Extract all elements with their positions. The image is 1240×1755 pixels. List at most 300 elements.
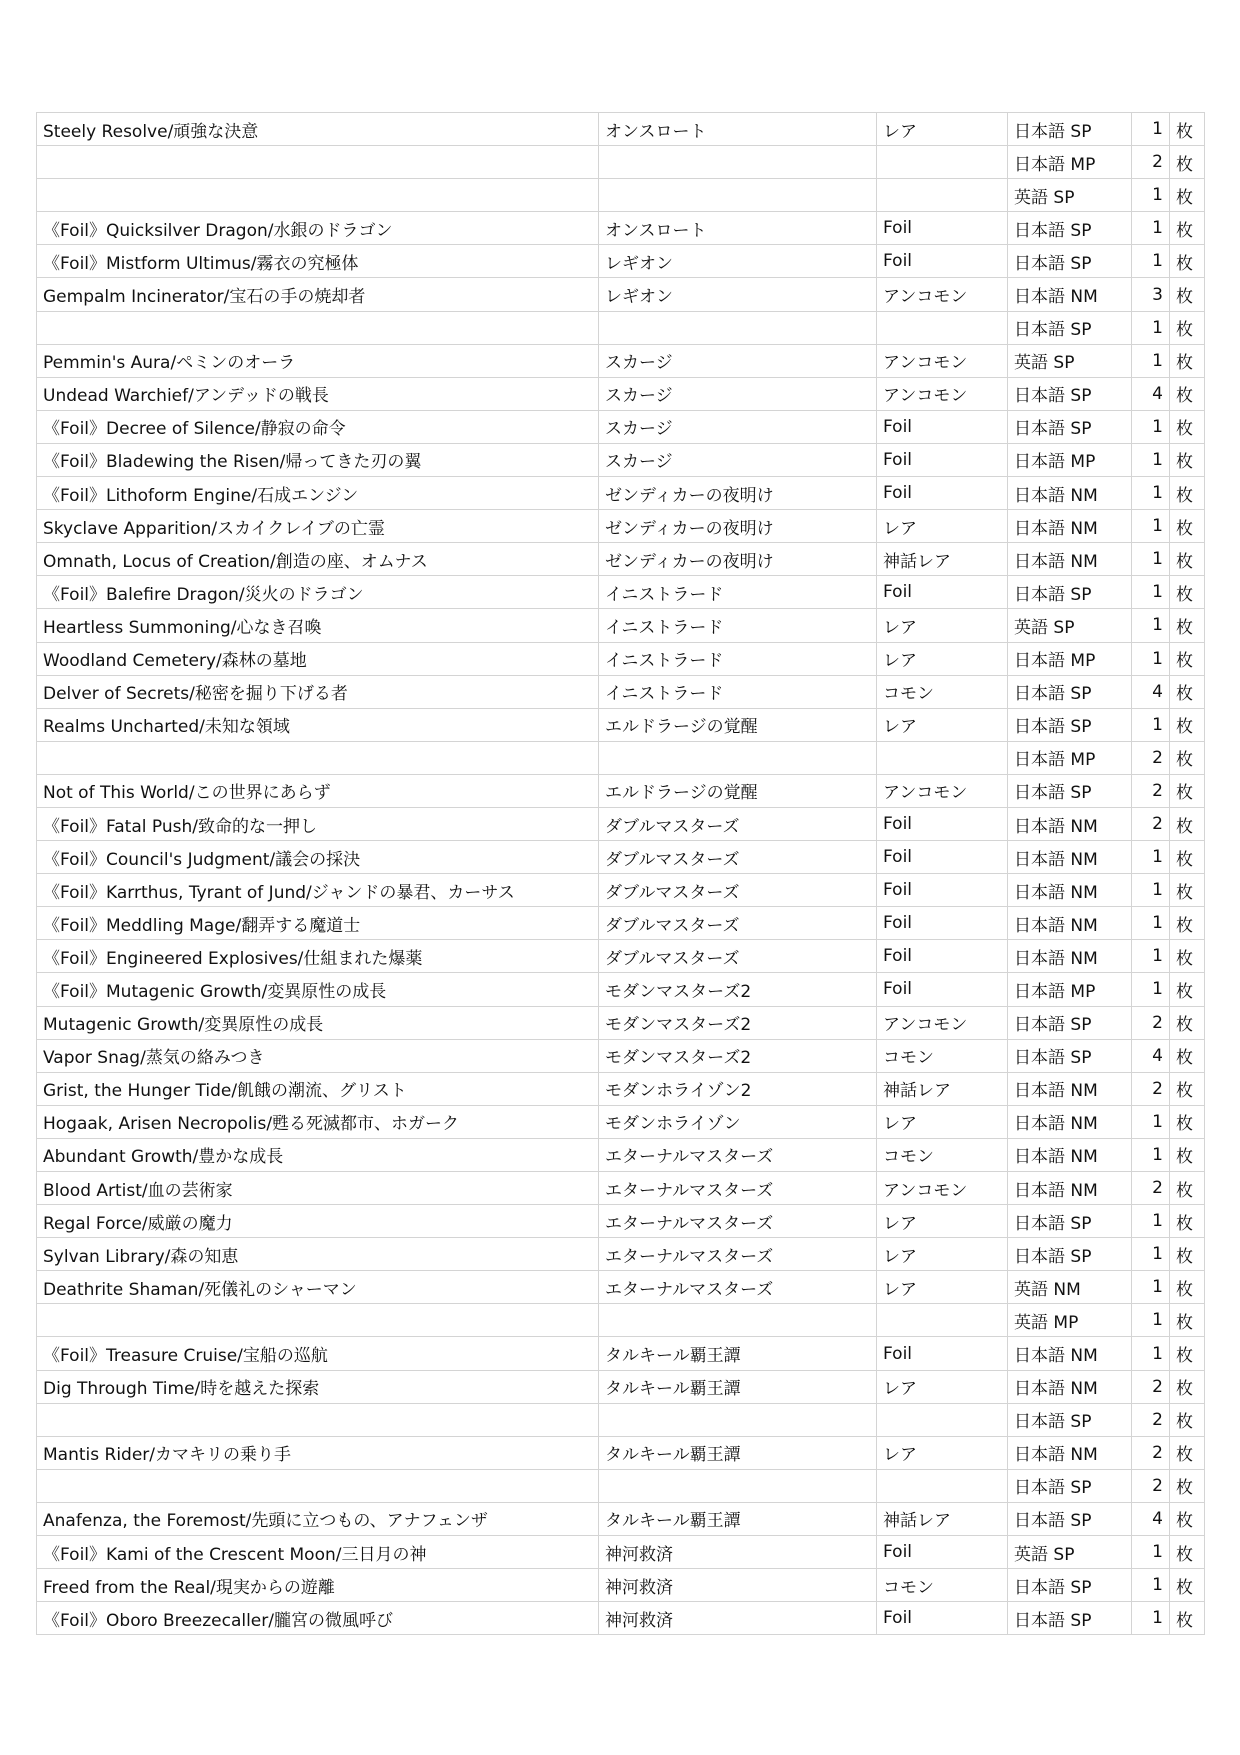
table-row bbox=[37, 907, 1205, 940]
table-row bbox=[37, 1172, 1205, 1205]
quantity-cell: 1 bbox=[1132, 708, 1170, 741]
condition-cell: 英語 MP bbox=[1008, 1304, 1132, 1337]
quantity-cell: 1 bbox=[1132, 940, 1170, 973]
quantity-cell: 1 bbox=[1132, 1205, 1170, 1238]
unit-cell: 枚 bbox=[1170, 1205, 1205, 1238]
quantity-cell: 1 bbox=[1132, 245, 1170, 278]
rarity-cell bbox=[877, 1469, 1008, 1502]
quantity-cell: 2 bbox=[1132, 774, 1170, 807]
condition-cell: 日本語 SP bbox=[1008, 377, 1132, 410]
card-name-cell: 《Foil》Mutagenic Growth/変異原性の成長 bbox=[37, 973, 599, 1006]
quantity-cell: 4 bbox=[1132, 377, 1170, 410]
rarity-cell: アンコモン bbox=[877, 377, 1008, 410]
condition-cell: 日本語 SP bbox=[1008, 245, 1132, 278]
quantity-cell: 1 bbox=[1132, 973, 1170, 1006]
rarity-cell: Foil bbox=[877, 973, 1008, 1006]
unit-cell: 枚 bbox=[1170, 377, 1205, 410]
unit-cell: 枚 bbox=[1170, 1271, 1205, 1304]
rarity-cell: レア bbox=[877, 1436, 1008, 1469]
card-name-cell: 《Foil》Engineered Explosives/仕組まれた爆薬 bbox=[37, 940, 599, 973]
table-row bbox=[37, 146, 1205, 179]
quantity-cell: 1 bbox=[1132, 1105, 1170, 1138]
unit-cell: 枚 bbox=[1170, 1370, 1205, 1403]
card-name-cell: 《Foil》Council's Judgment/議会の採決 bbox=[37, 841, 599, 874]
set-cell: エルドラージの覚醒 bbox=[599, 708, 877, 741]
rarity-cell: コモン bbox=[877, 1569, 1008, 1602]
quantity-cell: 2 bbox=[1132, 1436, 1170, 1469]
table-row bbox=[37, 1536, 1205, 1569]
table-row bbox=[37, 973, 1205, 1006]
card-name-cell bbox=[37, 1403, 599, 1436]
quantity-cell: 4 bbox=[1132, 1502, 1170, 1535]
condition-cell: 日本語 SP bbox=[1008, 774, 1132, 807]
table-row bbox=[37, 741, 1205, 774]
card-name-cell: 《Foil》Lithoform Engine/石成エンジン bbox=[37, 477, 599, 510]
table-row bbox=[37, 1304, 1205, 1337]
card-name-cell: Sylvan Library/森の知恵 bbox=[37, 1238, 599, 1271]
rarity-cell: Foil bbox=[877, 907, 1008, 940]
set-cell: タルキール覇王譚 bbox=[599, 1370, 877, 1403]
set-cell: スカージ bbox=[599, 410, 877, 443]
set-cell: ゼンディカーの夜明け bbox=[599, 510, 877, 543]
set-cell: ダブルマスターズ bbox=[599, 874, 877, 907]
rarity-cell: アンコモン bbox=[877, 1006, 1008, 1039]
set-cell: タルキール覇王譚 bbox=[599, 1436, 877, 1469]
set-cell: ゼンディカーの夜明け bbox=[599, 543, 877, 576]
table-row bbox=[37, 510, 1205, 543]
quantity-cell: 1 bbox=[1132, 642, 1170, 675]
card-name-cell: Pemmin's Aura/ペミンのオーラ bbox=[37, 344, 599, 377]
card-name-cell: 《Foil》Oboro Breezecaller/朧宮の微風呼び bbox=[37, 1602, 599, 1635]
rarity-cell: レア bbox=[877, 708, 1008, 741]
rarity-cell: Foil bbox=[877, 443, 1008, 476]
quantity-cell: 1 bbox=[1132, 179, 1170, 212]
table-row bbox=[37, 1039, 1205, 1072]
table-row bbox=[37, 1105, 1205, 1138]
card-name-cell: Anafenza, the Foremost/先頭に立つもの、アナフェンザ bbox=[37, 1502, 599, 1535]
card-name-cell: Gempalm Incinerator/宝石の手の焼却者 bbox=[37, 278, 599, 311]
rarity-cell: 神話レア bbox=[877, 1072, 1008, 1105]
unit-cell: 枚 bbox=[1170, 278, 1205, 311]
rarity-cell: レア bbox=[877, 1370, 1008, 1403]
table-row bbox=[37, 1502, 1205, 1535]
card-name-cell: Freed from the Real/現実からの遊離 bbox=[37, 1569, 599, 1602]
table-row bbox=[37, 1072, 1205, 1105]
unit-cell: 枚 bbox=[1170, 874, 1205, 907]
card-name-cell bbox=[37, 146, 599, 179]
unit-cell: 枚 bbox=[1170, 1006, 1205, 1039]
condition-cell: 日本語 NM bbox=[1008, 543, 1132, 576]
set-cell bbox=[599, 1403, 877, 1436]
condition-cell: 日本語 SP bbox=[1008, 1238, 1132, 1271]
set-cell: ダブルマスターズ bbox=[599, 940, 877, 973]
quantity-cell: 2 bbox=[1132, 1072, 1170, 1105]
unit-cell: 枚 bbox=[1170, 1304, 1205, 1337]
rarity-cell: アンコモン bbox=[877, 774, 1008, 807]
card-name-cell bbox=[37, 179, 599, 212]
condition-cell: 日本語 MP bbox=[1008, 642, 1132, 675]
rarity-cell bbox=[877, 1403, 1008, 1436]
condition-cell: 日本語 NM bbox=[1008, 278, 1132, 311]
table-row bbox=[37, 1602, 1205, 1635]
unit-cell: 枚 bbox=[1170, 1039, 1205, 1072]
condition-cell: 日本語 MP bbox=[1008, 146, 1132, 179]
set-cell: ダブルマスターズ bbox=[599, 907, 877, 940]
condition-cell: 日本語 SP bbox=[1008, 410, 1132, 443]
card-name-cell bbox=[37, 311, 599, 344]
set-cell: エターナルマスターズ bbox=[599, 1271, 877, 1304]
table-row bbox=[37, 1337, 1205, 1370]
rarity-cell: レア bbox=[877, 609, 1008, 642]
unit-cell: 枚 bbox=[1170, 443, 1205, 476]
quantity-cell: 1 bbox=[1132, 1536, 1170, 1569]
rarity-cell: レア bbox=[877, 1271, 1008, 1304]
card-name-cell: Blood Artist/血の芸術家 bbox=[37, 1172, 599, 1205]
rarity-cell: アンコモン bbox=[877, 344, 1008, 377]
condition-cell: 日本語 NM bbox=[1008, 907, 1132, 940]
card-name-cell: Mutagenic Growth/変異原性の成長 bbox=[37, 1006, 599, 1039]
quantity-cell: 1 bbox=[1132, 907, 1170, 940]
unit-cell: 枚 bbox=[1170, 410, 1205, 443]
set-cell: エターナルマスターズ bbox=[599, 1172, 877, 1205]
quantity-cell: 1 bbox=[1132, 1138, 1170, 1171]
condition-cell: 日本語 NM bbox=[1008, 1436, 1132, 1469]
quantity-cell: 1 bbox=[1132, 1337, 1170, 1370]
condition-cell: 日本語 NM bbox=[1008, 807, 1132, 840]
quantity-cell: 1 bbox=[1132, 543, 1170, 576]
unit-cell: 枚 bbox=[1170, 245, 1205, 278]
condition-cell: 日本語 SP bbox=[1008, 1205, 1132, 1238]
rarity-cell bbox=[877, 311, 1008, 344]
set-cell: タルキール覇王譚 bbox=[599, 1502, 877, 1535]
condition-cell: 日本語 MP bbox=[1008, 443, 1132, 476]
condition-cell: 日本語 NM bbox=[1008, 1138, 1132, 1171]
card-name-cell: 《Foil》Quicksilver Dragon/水銀のドラゴン bbox=[37, 212, 599, 245]
card-name-cell bbox=[37, 741, 599, 774]
card-name-cell: Deathrite Shaman/死儀礼のシャーマン bbox=[37, 1271, 599, 1304]
unit-cell: 枚 bbox=[1170, 344, 1205, 377]
card-name-cell: Steely Resolve/頑強な決意 bbox=[37, 113, 599, 146]
unit-cell: 枚 bbox=[1170, 609, 1205, 642]
table-row bbox=[37, 1403, 1205, 1436]
card-name-cell: 《Foil》Bladewing the Risen/帰ってきた刃の翼 bbox=[37, 443, 599, 476]
card-name-cell: Abundant Growth/豊かな成長 bbox=[37, 1138, 599, 1171]
unit-cell: 枚 bbox=[1170, 1138, 1205, 1171]
table-row bbox=[37, 311, 1205, 344]
rarity-cell: Foil bbox=[877, 874, 1008, 907]
condition-cell: 日本語 NM bbox=[1008, 1337, 1132, 1370]
condition-cell: 英語 SP bbox=[1008, 179, 1132, 212]
condition-cell: 英語 SP bbox=[1008, 609, 1132, 642]
condition-cell: 英語 SP bbox=[1008, 344, 1132, 377]
card-name-cell: 《Foil》Balefire Dragon/災火のドラゴン bbox=[37, 576, 599, 609]
card-name-cell: Delver of Secrets/秘密を掘り下げる者 bbox=[37, 675, 599, 708]
unit-cell: 枚 bbox=[1170, 973, 1205, 1006]
rarity-cell: コモン bbox=[877, 1138, 1008, 1171]
condition-cell: 日本語 MP bbox=[1008, 973, 1132, 1006]
table-row bbox=[37, 642, 1205, 675]
rarity-cell: コモン bbox=[877, 675, 1008, 708]
table-row bbox=[37, 1138, 1205, 1171]
condition-cell: 日本語 SP bbox=[1008, 1469, 1132, 1502]
set-cell: タルキール覇王譚 bbox=[599, 1337, 877, 1370]
unit-cell: 枚 bbox=[1170, 642, 1205, 675]
card-name-cell: Heartless Summoning/心なき召喚 bbox=[37, 609, 599, 642]
card-name-cell: Grist, the Hunger Tide/飢餓の潮流、グリスト bbox=[37, 1072, 599, 1105]
table-row bbox=[37, 443, 1205, 476]
rarity-cell: レア bbox=[877, 510, 1008, 543]
table-row bbox=[37, 1205, 1205, 1238]
condition-cell: 英語 SP bbox=[1008, 1536, 1132, 1569]
unit-cell: 枚 bbox=[1170, 1569, 1205, 1602]
set-cell: モダンホライゾン bbox=[599, 1105, 877, 1138]
rarity-cell: Foil bbox=[877, 1536, 1008, 1569]
quantity-cell: 1 bbox=[1132, 410, 1170, 443]
unit-cell: 枚 bbox=[1170, 675, 1205, 708]
condition-cell: 日本語 MP bbox=[1008, 741, 1132, 774]
condition-cell: 日本語 NM bbox=[1008, 477, 1132, 510]
unit-cell: 枚 bbox=[1170, 940, 1205, 973]
condition-cell: 日本語 SP bbox=[1008, 576, 1132, 609]
quantity-cell: 2 bbox=[1132, 807, 1170, 840]
unit-cell: 枚 bbox=[1170, 708, 1205, 741]
unit-cell: 枚 bbox=[1170, 774, 1205, 807]
table-row bbox=[37, 245, 1205, 278]
rarity-cell: アンコモン bbox=[877, 1172, 1008, 1205]
card-name-cell: 《Foil》Mistform Ultimus/霧衣の究極体 bbox=[37, 245, 599, 278]
set-cell: スカージ bbox=[599, 377, 877, 410]
rarity-cell: Foil bbox=[877, 212, 1008, 245]
table-row bbox=[37, 1469, 1205, 1502]
rarity-cell: Foil bbox=[877, 1337, 1008, 1370]
table-row bbox=[37, 1238, 1205, 1271]
quantity-cell: 2 bbox=[1132, 741, 1170, 774]
card-name-cell bbox=[37, 1469, 599, 1502]
set-cell: モダンホライゾン2 bbox=[599, 1072, 877, 1105]
table-row bbox=[37, 278, 1205, 311]
set-cell: モダンマスターズ2 bbox=[599, 973, 877, 1006]
table-row bbox=[37, 841, 1205, 874]
set-cell: ダブルマスターズ bbox=[599, 807, 877, 840]
unit-cell: 枚 bbox=[1170, 1105, 1205, 1138]
set-cell: イニストラード bbox=[599, 609, 877, 642]
rarity-cell: レア bbox=[877, 1105, 1008, 1138]
set-cell: 神河救済 bbox=[599, 1602, 877, 1635]
table-row bbox=[37, 1569, 1205, 1602]
set-cell: エターナルマスターズ bbox=[599, 1205, 877, 1238]
rarity-cell: Foil bbox=[877, 841, 1008, 874]
rarity-cell: Foil bbox=[877, 245, 1008, 278]
card-name-cell: Dig Through Time/時を越えた探索 bbox=[37, 1370, 599, 1403]
set-cell: スカージ bbox=[599, 344, 877, 377]
rarity-cell: アンコモン bbox=[877, 278, 1008, 311]
quantity-cell: 4 bbox=[1132, 1039, 1170, 1072]
quantity-cell: 1 bbox=[1132, 344, 1170, 377]
table-row bbox=[37, 344, 1205, 377]
unit-cell: 枚 bbox=[1170, 1072, 1205, 1105]
unit-cell: 枚 bbox=[1170, 146, 1205, 179]
quantity-cell: 1 bbox=[1132, 874, 1170, 907]
unit-cell: 枚 bbox=[1170, 1502, 1205, 1535]
quantity-cell: 1 bbox=[1132, 841, 1170, 874]
unit-cell: 枚 bbox=[1170, 907, 1205, 940]
condition-cell: 日本語 SP bbox=[1008, 1403, 1132, 1436]
card-name-cell: Realms Uncharted/未知な領域 bbox=[37, 708, 599, 741]
card-name-cell: Mantis Rider/カマキリの乗り手 bbox=[37, 1436, 599, 1469]
condition-cell: 日本語 NM bbox=[1008, 1072, 1132, 1105]
card-name-cell: Skyclave Apparition/スカイクレイブの亡霊 bbox=[37, 510, 599, 543]
quantity-cell: 2 bbox=[1132, 146, 1170, 179]
unit-cell: 枚 bbox=[1170, 477, 1205, 510]
quantity-cell: 1 bbox=[1132, 477, 1170, 510]
card-name-cell: 《Foil》Kami of the Crescent Moon/三日月の神 bbox=[37, 1536, 599, 1569]
rarity-cell: Foil bbox=[877, 477, 1008, 510]
quantity-cell: 1 bbox=[1132, 576, 1170, 609]
card-name-cell: Undead Warchief/アンデッドの戦長 bbox=[37, 377, 599, 410]
condition-cell: 日本語 SP bbox=[1008, 212, 1132, 245]
condition-cell: 日本語 NM bbox=[1008, 874, 1132, 907]
quantity-cell: 1 bbox=[1132, 609, 1170, 642]
rarity-cell: コモン bbox=[877, 1039, 1008, 1072]
card-name-cell bbox=[37, 1304, 599, 1337]
quantity-cell: 1 bbox=[1132, 1271, 1170, 1304]
set-cell: スカージ bbox=[599, 443, 877, 476]
unit-cell: 枚 bbox=[1170, 576, 1205, 609]
quantity-cell: 1 bbox=[1132, 1304, 1170, 1337]
quantity-cell: 2 bbox=[1132, 1006, 1170, 1039]
unit-cell: 枚 bbox=[1170, 113, 1205, 146]
quantity-cell: 1 bbox=[1132, 212, 1170, 245]
quantity-cell: 1 bbox=[1132, 1602, 1170, 1635]
condition-cell: 日本語 SP bbox=[1008, 1502, 1132, 1535]
unit-cell: 枚 bbox=[1170, 807, 1205, 840]
card-name-cell: Woodland Cemetery/森林の墓地 bbox=[37, 642, 599, 675]
unit-cell: 枚 bbox=[1170, 179, 1205, 212]
condition-cell: 日本語 SP bbox=[1008, 1602, 1132, 1635]
table-row bbox=[37, 940, 1205, 973]
card-inventory-table bbox=[36, 112, 1205, 1635]
unit-cell: 枚 bbox=[1170, 741, 1205, 774]
rarity-cell: レア bbox=[877, 1238, 1008, 1271]
rarity-cell: 神話レア bbox=[877, 1502, 1008, 1535]
card-name-cell: 《Foil》Treasure Cruise/宝船の巡航 bbox=[37, 1337, 599, 1370]
table-row bbox=[37, 1436, 1205, 1469]
table-row bbox=[37, 113, 1205, 146]
unit-cell: 枚 bbox=[1170, 841, 1205, 874]
condition-cell: 日本語 NM bbox=[1008, 940, 1132, 973]
rarity-cell: 神話レア bbox=[877, 543, 1008, 576]
card-name-cell: Not of This World/この世界にあらず bbox=[37, 774, 599, 807]
set-cell bbox=[599, 179, 877, 212]
condition-cell: 日本語 NM bbox=[1008, 1105, 1132, 1138]
rarity-cell: レア bbox=[877, 642, 1008, 675]
set-cell: 神河救済 bbox=[599, 1536, 877, 1569]
rarity-cell bbox=[877, 179, 1008, 212]
condition-cell: 日本語 SP bbox=[1008, 113, 1132, 146]
unit-cell: 枚 bbox=[1170, 510, 1205, 543]
rarity-cell: Foil bbox=[877, 576, 1008, 609]
condition-cell: 日本語 NM bbox=[1008, 1172, 1132, 1205]
quantity-cell: 1 bbox=[1132, 510, 1170, 543]
rarity-cell: Foil bbox=[877, 410, 1008, 443]
set-cell: オンスロート bbox=[599, 212, 877, 245]
quantity-cell: 1 bbox=[1132, 1569, 1170, 1602]
quantity-cell: 2 bbox=[1132, 1172, 1170, 1205]
unit-cell: 枚 bbox=[1170, 212, 1205, 245]
unit-cell: 枚 bbox=[1170, 1403, 1205, 1436]
quantity-cell: 2 bbox=[1132, 1469, 1170, 1502]
card-name-cell: Regal Force/威厳の魔力 bbox=[37, 1205, 599, 1238]
quantity-cell: 1 bbox=[1132, 443, 1170, 476]
rarity-cell bbox=[877, 1304, 1008, 1337]
set-cell: イニストラード bbox=[599, 642, 877, 675]
set-cell bbox=[599, 1469, 877, 1502]
unit-cell: 枚 bbox=[1170, 1536, 1205, 1569]
set-cell: エターナルマスターズ bbox=[599, 1138, 877, 1171]
table-row bbox=[37, 609, 1205, 642]
quantity-cell: 4 bbox=[1132, 675, 1170, 708]
rarity-cell: レア bbox=[877, 113, 1008, 146]
set-cell: レギオン bbox=[599, 245, 877, 278]
unit-cell: 枚 bbox=[1170, 1172, 1205, 1205]
table-row bbox=[37, 377, 1205, 410]
unit-cell: 枚 bbox=[1170, 1436, 1205, 1469]
table-row bbox=[37, 212, 1205, 245]
set-cell: 神河救済 bbox=[599, 1569, 877, 1602]
unit-cell: 枚 bbox=[1170, 311, 1205, 344]
table-row bbox=[37, 477, 1205, 510]
rarity-cell: Foil bbox=[877, 807, 1008, 840]
condition-cell: 日本語 NM bbox=[1008, 841, 1132, 874]
card-name-cell: Vapor Snag/蒸気の絡みつき bbox=[37, 1039, 599, 1072]
rarity-cell: レア bbox=[877, 1205, 1008, 1238]
condition-cell: 日本語 SP bbox=[1008, 1006, 1132, 1039]
table-row bbox=[37, 1006, 1205, 1039]
condition-cell: 日本語 NM bbox=[1008, 510, 1132, 543]
table-row bbox=[37, 675, 1205, 708]
condition-cell: 日本語 SP bbox=[1008, 708, 1132, 741]
set-cell: ダブルマスターズ bbox=[599, 841, 877, 874]
unit-cell: 枚 bbox=[1170, 1238, 1205, 1271]
set-cell bbox=[599, 311, 877, 344]
card-name-cell: Hogaak, Arisen Necropolis/甦る死滅都市、ホガーク bbox=[37, 1105, 599, 1138]
unit-cell: 枚 bbox=[1170, 1469, 1205, 1502]
rarity-cell bbox=[877, 741, 1008, 774]
set-cell: エターナルマスターズ bbox=[599, 1238, 877, 1271]
table-row bbox=[37, 1271, 1205, 1304]
rarity-cell bbox=[877, 146, 1008, 179]
set-cell: オンスロート bbox=[599, 113, 877, 146]
set-cell: モダンマスターズ2 bbox=[599, 1006, 877, 1039]
card-rows bbox=[37, 113, 1205, 1635]
quantity-cell: 1 bbox=[1132, 311, 1170, 344]
table-row bbox=[37, 708, 1205, 741]
rarity-cell: Foil bbox=[877, 940, 1008, 973]
condition-cell: 日本語 SP bbox=[1008, 675, 1132, 708]
set-cell: イニストラード bbox=[599, 675, 877, 708]
unit-cell: 枚 bbox=[1170, 543, 1205, 576]
card-name-cell: 《Foil》Decree of Silence/静寂の命令 bbox=[37, 410, 599, 443]
table-row bbox=[37, 1370, 1205, 1403]
condition-cell: 日本語 SP bbox=[1008, 1039, 1132, 1072]
quantity-cell: 1 bbox=[1132, 1238, 1170, 1271]
table-row bbox=[37, 543, 1205, 576]
set-cell: イニストラード bbox=[599, 576, 877, 609]
table-row bbox=[37, 874, 1205, 907]
set-cell bbox=[599, 146, 877, 179]
set-cell bbox=[599, 741, 877, 774]
rarity-cell: Foil bbox=[877, 1602, 1008, 1635]
